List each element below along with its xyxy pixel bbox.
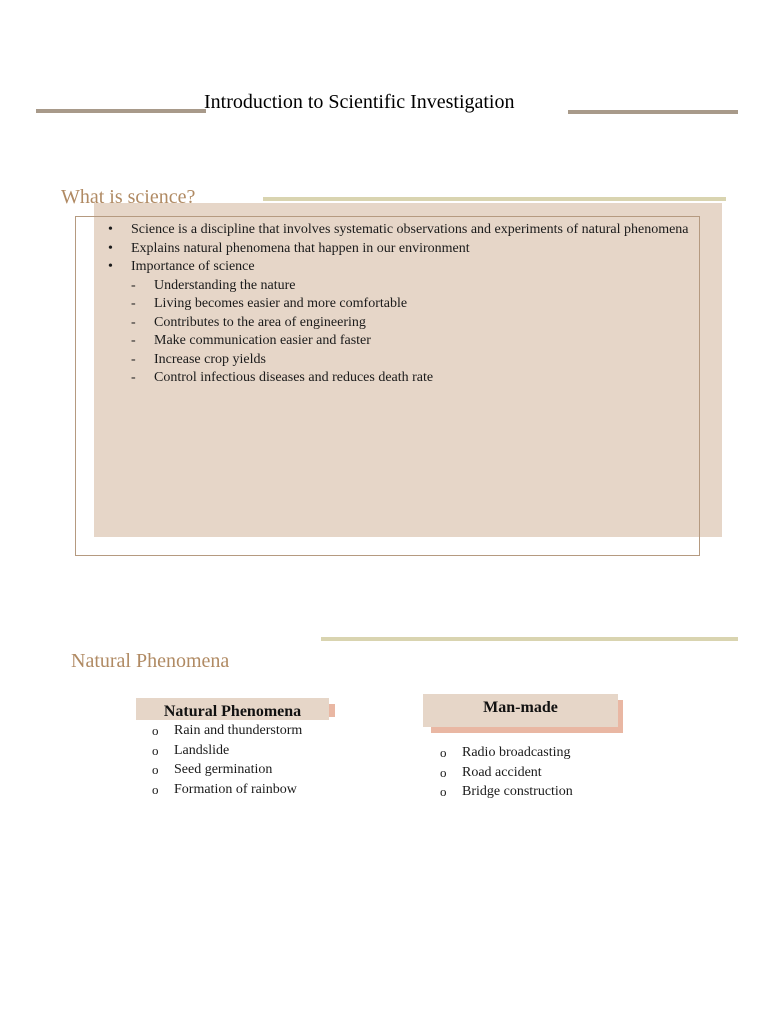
science-content (105, 221, 695, 388)
dash-icon: - (131, 370, 136, 385)
natural-header: Natural Phenomena (136, 698, 329, 720)
dash-icon: - (131, 351, 136, 367)
importance-item (105, 332, 695, 351)
importance-text: Increase crop yields (154, 351, 266, 367)
dash-icon: - (131, 314, 136, 330)
bullet-text: Importance of science (131, 259, 255, 274)
circle-bullet-icon: o (152, 742, 159, 758)
importance-item (105, 295, 695, 314)
manmade-list (440, 743, 573, 802)
dash-icon: - (131, 277, 136, 293)
science-bullet (105, 221, 695, 240)
bullet-icon: • (108, 240, 113, 256)
importance-text: Control infectious diseases and reduces death rate (154, 370, 434, 385)
natural-item (152, 760, 302, 780)
manmade-header: Man-made (423, 694, 618, 727)
manmade-item (440, 763, 573, 783)
bullet-text: Explains natural phenomena that happen in our environment (131, 240, 470, 256)
natural-item (152, 721, 302, 741)
importance-text: Understanding the nature (154, 277, 296, 293)
circle-bullet-icon: o (152, 781, 159, 797)
natural-item-text: Seed germination (174, 762, 273, 777)
section1-heading: What is science? (61, 186, 196, 208)
dash-icon: - (131, 296, 136, 311)
circle-bullet-icon: o (152, 723, 159, 738)
natural-list (152, 721, 302, 799)
importance-item (105, 314, 695, 333)
circle-bullet-icon: o (440, 764, 447, 780)
title-rule-left (36, 109, 206, 113)
circle-bullet-icon: o (440, 745, 447, 760)
importance-item (105, 351, 695, 370)
natural-item (152, 741, 302, 761)
manmade-item-text: Road accident (462, 764, 542, 780)
circle-bullet-icon: o (440, 784, 447, 799)
science-bullet (105, 240, 695, 259)
manmade-item (440, 782, 573, 802)
section1-accent-bar (263, 197, 726, 201)
bullet-text: Science is a discipline that involves systematic observations and experiments of natural phenomena (131, 222, 689, 237)
manmade-item-text: Bridge construction (462, 784, 573, 799)
natural-item-text: Landslide (174, 742, 230, 758)
importance-text: Make communication easier and faster (154, 333, 371, 348)
importance-item (105, 277, 695, 296)
section2-heading: Natural Phenomena (71, 650, 230, 672)
natural-item-text: Rain and thunderstorm (174, 723, 303, 738)
importance-item (105, 369, 695, 388)
manmade-item-text: Radio broadcasting (462, 745, 571, 760)
section2-accent-bar (321, 637, 738, 641)
bullet-icon: • (108, 222, 113, 237)
manmade-item (440, 743, 573, 763)
bullet-icon: • (108, 259, 113, 274)
title-rule-right (568, 110, 738, 114)
dash-icon: - (131, 333, 136, 348)
natural-item-text: Formation of rainbow (174, 781, 297, 797)
page-title: Introduction to Scientific Investigation (204, 91, 515, 113)
importance-text: Contributes to the area of engineering (154, 314, 366, 330)
natural-item (152, 780, 302, 800)
circle-bullet-icon: o (152, 762, 159, 777)
science-bullet (105, 258, 695, 277)
importance-text: Living becomes easier and more comfortable (154, 296, 408, 311)
